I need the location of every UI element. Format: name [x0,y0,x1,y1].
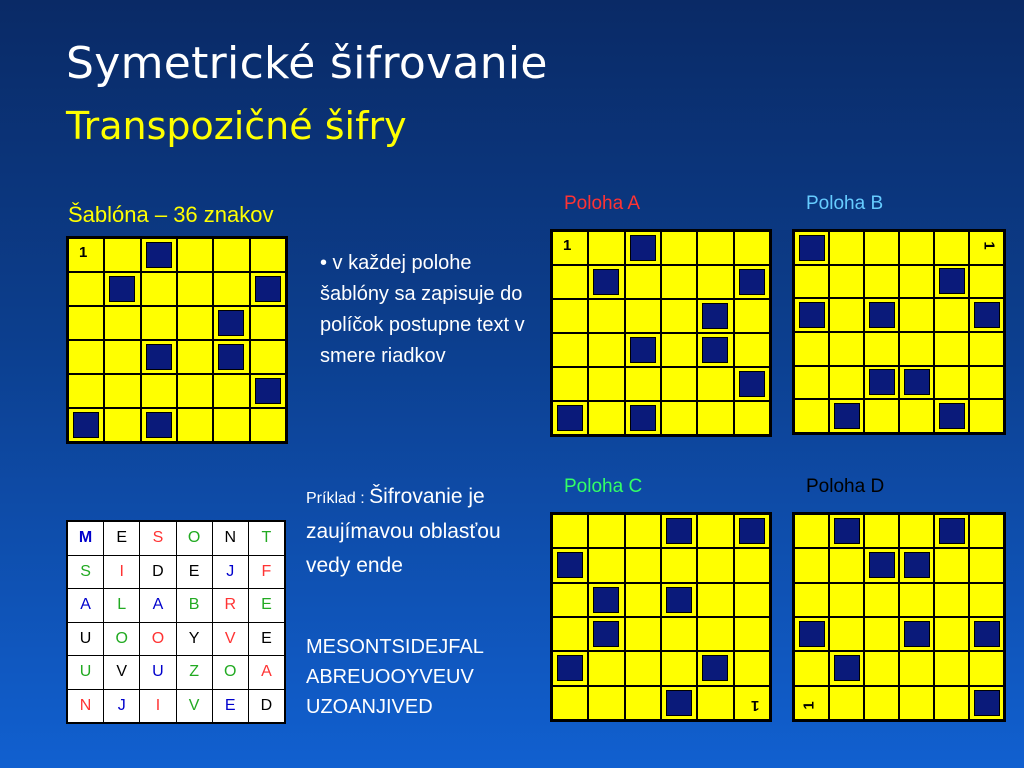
grid-cell [865,515,898,547]
grid-cell [900,515,933,547]
grid-cell [698,549,732,581]
grid-cell [214,273,248,305]
grid-cell [830,400,863,432]
grid-cell [662,687,696,719]
grid-cell [698,618,732,650]
grid-cell [865,549,898,581]
grid-cell [735,652,769,684]
grid-cell [662,266,696,298]
grid-cell [105,307,139,339]
cipher-line: UZOANJIVED [306,696,433,718]
grid-cell [178,307,212,339]
grid-cell [900,687,933,719]
grid-cell [626,687,660,719]
grid-cell [970,618,1003,650]
grid-cell [589,266,623,298]
hole-square [904,369,930,395]
grid-cell [178,409,212,441]
letter-cell: S [68,556,103,589]
grid-cell [795,367,828,399]
grid-cell [142,239,176,271]
grid-cell [970,232,1003,264]
grid-cell [795,618,828,650]
letter-cell: D [140,556,175,589]
grid-cell [589,300,623,332]
letter-cell: E [249,623,284,656]
grid-cell [900,652,933,684]
grid-cell [589,618,623,650]
grid-cell [795,584,828,616]
grid-cell [214,239,248,271]
hole-square [702,655,728,681]
grid-cell [589,334,623,366]
hole-square [939,518,965,544]
grid-cell [69,341,103,373]
grid-cell [865,687,898,719]
grid-cell [662,515,696,547]
grid-cell [142,375,176,407]
grid-cell [900,333,933,365]
letter-cell: Z [177,656,212,689]
grid-cell [251,307,285,339]
grid-cell [900,400,933,432]
position-b-grid [792,229,1006,435]
grid-cell [735,687,769,719]
hole-square [834,655,860,681]
grid-cell [970,584,1003,616]
grid-cell [830,687,863,719]
grid-cell [735,618,769,650]
letter-cell: B [177,589,212,622]
grid-cell [251,341,285,373]
hole-square [73,412,99,438]
hole-square [869,302,895,328]
grid-cell [251,375,285,407]
grid-cell [553,618,587,650]
hole-square [593,587,619,613]
hole-square [146,242,172,268]
cipher-line: MESONTSIDEJFAL [306,636,484,658]
grid-cell [830,232,863,264]
grid-cell [935,232,968,264]
grid-cell [735,368,769,400]
letter-cell: E [177,556,212,589]
cipher-text [306,632,484,722]
grid-cell [865,618,898,650]
hole-square [666,587,692,613]
hole-square [593,269,619,295]
grid-cell [105,409,139,441]
example-text: Šifrovanie je zaujímavou oblasťou vedy ende [306,485,501,577]
grid-cell [900,299,933,331]
grid-cell [553,584,587,616]
letter-cell: I [140,690,175,723]
hole-square [666,518,692,544]
orientation-number: 1 [563,237,572,254]
letter-cell: A [68,589,103,622]
grid-cell [698,368,732,400]
grid-cell [214,409,248,441]
letter-cell: U [68,623,103,656]
letter-cell: F [249,556,284,589]
grid-cell [735,300,769,332]
letter-cell: A [140,589,175,622]
grid-cell [698,687,732,719]
grid-cell [698,334,732,366]
grid-cell [935,515,968,547]
grid-cell [178,375,212,407]
position-a-grid [550,229,772,437]
grid-cell [553,402,587,434]
grid-cell [553,368,587,400]
grid-cell [830,584,863,616]
hole-square [974,302,1000,328]
grid-cell [735,232,769,264]
hole-square [834,518,860,544]
grid-cell [830,299,863,331]
hole-square [904,552,930,578]
position-d-label: Poloha D [806,476,885,497]
grid-cell [735,402,769,434]
hole-square [974,621,1000,647]
letter-cell: E [104,522,139,555]
grid-cell [589,368,623,400]
grid-cell [626,549,660,581]
grid-cell [105,239,139,271]
grid-cell [900,618,933,650]
letter-cell: Y [177,623,212,656]
grid-cell [626,652,660,684]
grid-cell [662,232,696,264]
grid-cell [69,375,103,407]
grid-cell [970,652,1003,684]
grid-cell [900,584,933,616]
grid-cell [626,515,660,547]
grid-cell [626,232,660,264]
grid-cell [935,584,968,616]
hole-square [630,337,656,363]
grid-cell [105,375,139,407]
grid-cell [214,375,248,407]
grid-cell [662,402,696,434]
grid-cell [105,341,139,373]
grid-cell [970,299,1003,331]
hole-square [109,276,135,302]
grid-cell [662,549,696,581]
grid-cell [795,299,828,331]
grid-cell [662,300,696,332]
grid-cell [626,368,660,400]
grid-cell [735,549,769,581]
letter-cell: J [104,690,139,723]
grid-cell [795,400,828,432]
grid-cell [970,515,1003,547]
grid-cell [662,618,696,650]
hole-square [799,621,825,647]
grid-cell [865,266,898,298]
orientation-number: 1 [79,244,88,261]
grid-cell [830,652,863,684]
hole-square [739,371,765,397]
grid-cell [830,515,863,547]
grid-cell [935,266,968,298]
hole-square [904,621,930,647]
grid-cell [69,409,103,441]
hole-square [739,269,765,295]
grid-cell [830,367,863,399]
letter-cell: J [213,556,248,589]
grid-cell [830,266,863,298]
grid-cell [865,333,898,365]
position-a-label: Poloha A [564,193,641,214]
hole-square [218,344,244,370]
position-b-label: Poloha B [806,193,884,214]
hole-square [557,655,583,681]
template-grid [66,236,288,444]
grid-cell [589,549,623,581]
grid-cell [553,687,587,719]
grid-cell [935,618,968,650]
letter-cell: E [249,589,284,622]
hole-square [593,621,619,647]
grid-cell [553,232,587,264]
grid-cell [865,232,898,264]
grid-cell [865,584,898,616]
letter-cell: L [104,589,139,622]
grid-cell [626,402,660,434]
grid-cell [553,652,587,684]
grid-cell [795,515,828,547]
letter-cell: O [140,623,175,656]
grid-cell [553,334,587,366]
grid-cell [662,368,696,400]
hole-square [255,378,281,404]
grid-cell [698,266,732,298]
grid-cell [251,273,285,305]
grid-cell [900,549,933,581]
grid-cell [662,652,696,684]
hole-square [939,268,965,294]
template-label: Šablóna – 36 znakov [68,202,274,227]
hole-square [255,276,281,302]
grid-cell [142,273,176,305]
letter-cell: V [177,690,212,723]
letter-grid [66,520,286,724]
example-block [306,480,536,583]
grid-cell [698,300,732,332]
grid-cell [830,549,863,581]
grid-cell [251,409,285,441]
grid-cell [142,341,176,373]
example-prefix: Príklad : [306,490,370,507]
letter-cell: T [249,522,284,555]
letter-cell: D [249,690,284,723]
grid-cell [935,400,968,432]
hole-square [146,344,172,370]
orientation-number: 1 [800,701,818,710]
grid-cell [795,687,828,719]
letter-cell: U [68,656,103,689]
letter-cell: E [213,690,248,723]
grid-cell [178,341,212,373]
grid-cell [795,549,828,581]
letter-cell: V [104,656,139,689]
grid-cell [662,334,696,366]
hole-square [146,412,172,438]
hole-square [799,235,825,261]
grid-cell [795,333,828,365]
hole-square [974,690,1000,716]
grid-cell [589,687,623,719]
grid-cell [735,266,769,298]
hole-square [702,303,728,329]
grid-cell [626,584,660,616]
letter-cell: I [104,556,139,589]
grid-cell [214,307,248,339]
hole-square [666,690,692,716]
grid-cell [698,515,732,547]
grid-cell [735,334,769,366]
grid-cell [970,687,1003,719]
hole-square [834,403,860,429]
grid-cell [735,584,769,616]
grid-cell [142,307,176,339]
letter-cell: S [140,522,175,555]
grid-cell [935,367,968,399]
hole-square [799,302,825,328]
grid-cell [698,402,732,434]
grid-cell [251,239,285,271]
grid-cell [626,334,660,366]
grid-cell [553,549,587,581]
hole-square [869,369,895,395]
grid-cell [698,584,732,616]
grid-cell [865,367,898,399]
grid-cell [935,652,968,684]
letter-cell: R [213,589,248,622]
grid-cell [970,400,1003,432]
grid-cell [626,300,660,332]
position-d-grid [792,512,1006,722]
grid-cell [69,239,103,271]
grid-cell [795,652,828,684]
grid-cell [589,515,623,547]
slide-title: Symetrické šifrovanie [66,38,548,89]
grid-cell [214,341,248,373]
grid-cell [900,367,933,399]
hole-square [702,337,728,363]
grid-cell [795,232,828,264]
letter-cell: O [177,522,212,555]
grid-cell [553,300,587,332]
grid-cell [970,333,1003,365]
grid-cell [142,409,176,441]
grid-cell [105,273,139,305]
position-c-label: Poloha C [564,476,643,497]
grid-cell [626,618,660,650]
grid-cell [626,266,660,298]
cipher-line: ABREUOOYVEUV [306,666,474,688]
letter-cell: N [213,522,248,555]
grid-cell [830,618,863,650]
orientation-number: 1 [980,241,998,250]
grid-cell [589,584,623,616]
slide-subtitle: Transpozičné šifry [66,104,407,148]
grid-cell [900,266,933,298]
grid-cell [178,239,212,271]
grid-cell [698,232,732,264]
grid-cell [935,687,968,719]
hole-square [869,552,895,578]
grid-cell [69,273,103,305]
grid-cell [865,400,898,432]
orientation-number: 1 [750,696,759,714]
letter-cell: V [213,623,248,656]
hole-square [630,405,656,431]
hole-square [739,518,765,544]
hole-square [557,552,583,578]
hole-square [218,310,244,336]
grid-cell [900,232,933,264]
grid-cell [553,515,587,547]
grid-cell [865,299,898,331]
letter-cell: O [213,656,248,689]
grid-cell [795,266,828,298]
grid-cell [970,549,1003,581]
hole-square [557,405,583,431]
bullet-text: • v každej polohe šablóny sa zapisuje do políčok postupne text v smere riadkov [320,252,525,367]
grid-cell [935,333,968,365]
grid-cell [662,584,696,616]
grid-cell [69,307,103,339]
grid-cell [865,652,898,684]
letter-cell: U [140,656,175,689]
letter-cell: N [68,690,103,723]
grid-cell [589,402,623,434]
grid-cell [589,652,623,684]
grid-cell [553,266,587,298]
grid-cell [970,266,1003,298]
grid-cell [970,367,1003,399]
position-c-grid [550,512,772,722]
hole-square [630,235,656,261]
letter-cell: M [68,522,103,555]
letter-cell: O [104,623,139,656]
grid-cell [935,549,968,581]
grid-cell [589,232,623,264]
grid-cell [935,299,968,331]
grid-cell [735,515,769,547]
letter-cell: A [249,656,284,689]
grid-cell [178,273,212,305]
grid-cell [698,652,732,684]
hole-square [939,403,965,429]
grid-cell [830,333,863,365]
